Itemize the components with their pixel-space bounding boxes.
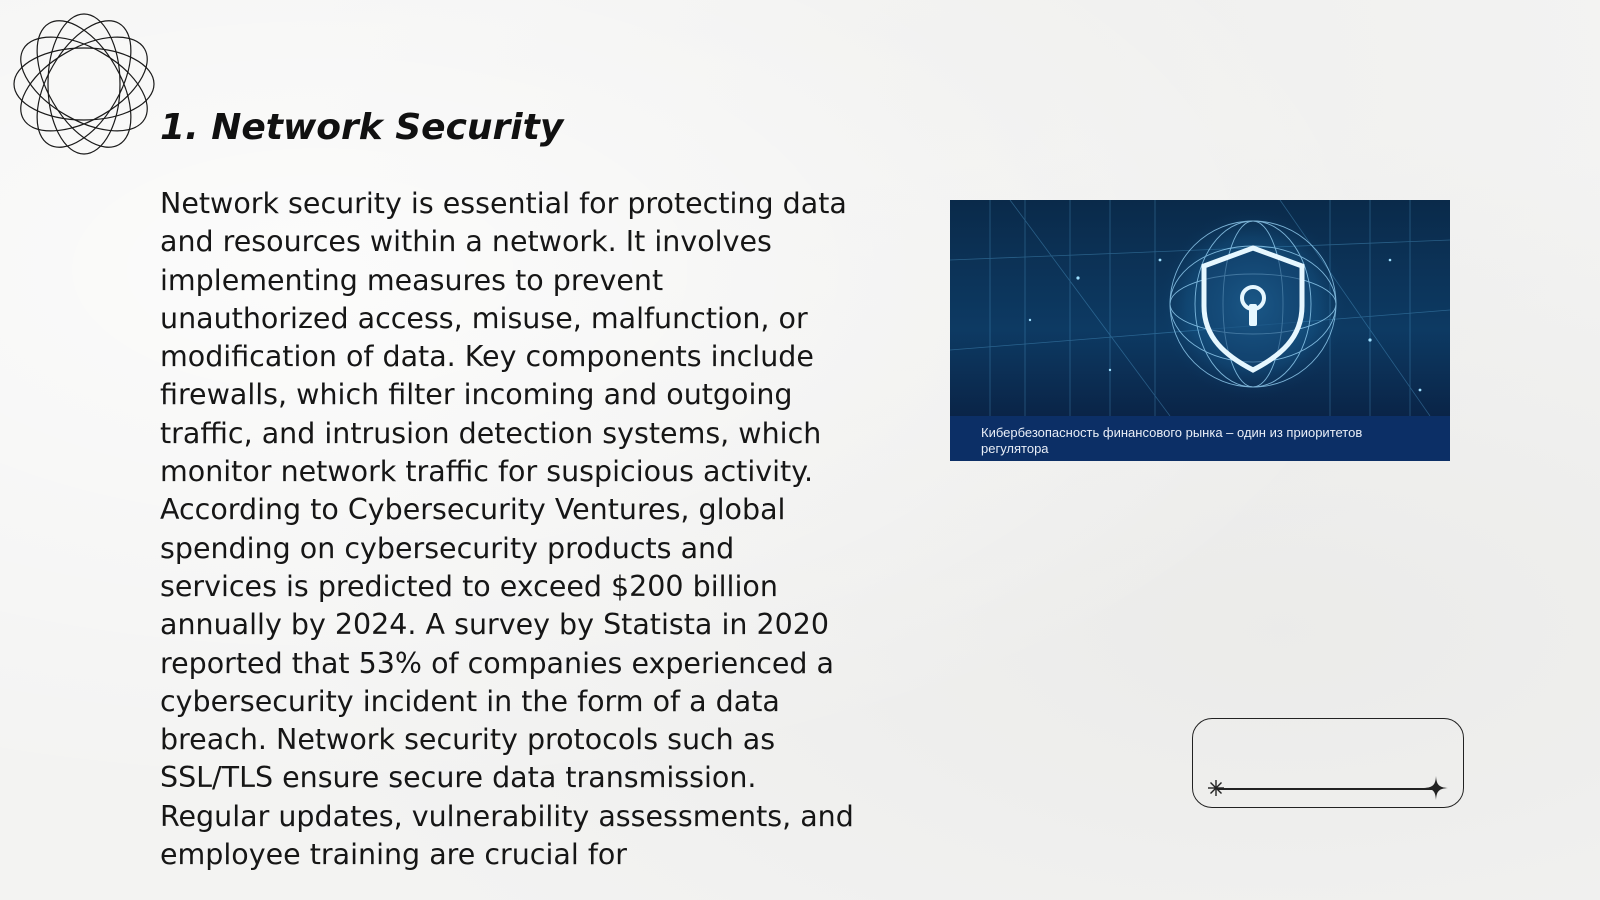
body-paragraph: Network security is essential for protecting data and resources within a network. It involves implementing measures to prevent unauthorized access, misuse, malfunction, or modification of data. Key components include firewalls, which filter incoming and outgoing traffic, and intrusion detection systems, which monitor network traffic for suspicious activity. According to Cybersecurity Ventures, global spending on cybersecurity products and services is predicted to exceed $200 billion annually by 2024. A survey by Statista in 2020 reported that 53% of companies experienced a cybersecurity incident in the form of a data breach. Network security protocols such as SSL/TLS ensure secure data transmission. Regular updates, vulnerability assessments, and employee training are crucial for xyxy=(160,187,854,872)
decorative-line xyxy=(1217,788,1437,790)
cybersecurity-image xyxy=(950,200,1450,461)
cross-star-icon xyxy=(1423,775,1449,801)
shield-lock-icon xyxy=(950,200,1450,416)
orbit-rings-icon xyxy=(10,10,158,158)
decorative-frame xyxy=(1192,718,1464,808)
sparkle-icon xyxy=(1205,777,1227,799)
image-caption: Кибербезопасность финансового рынка – один из приоритетов регулятора xyxy=(950,416,1450,461)
slide-title: 1. Network Security xyxy=(160,107,564,148)
